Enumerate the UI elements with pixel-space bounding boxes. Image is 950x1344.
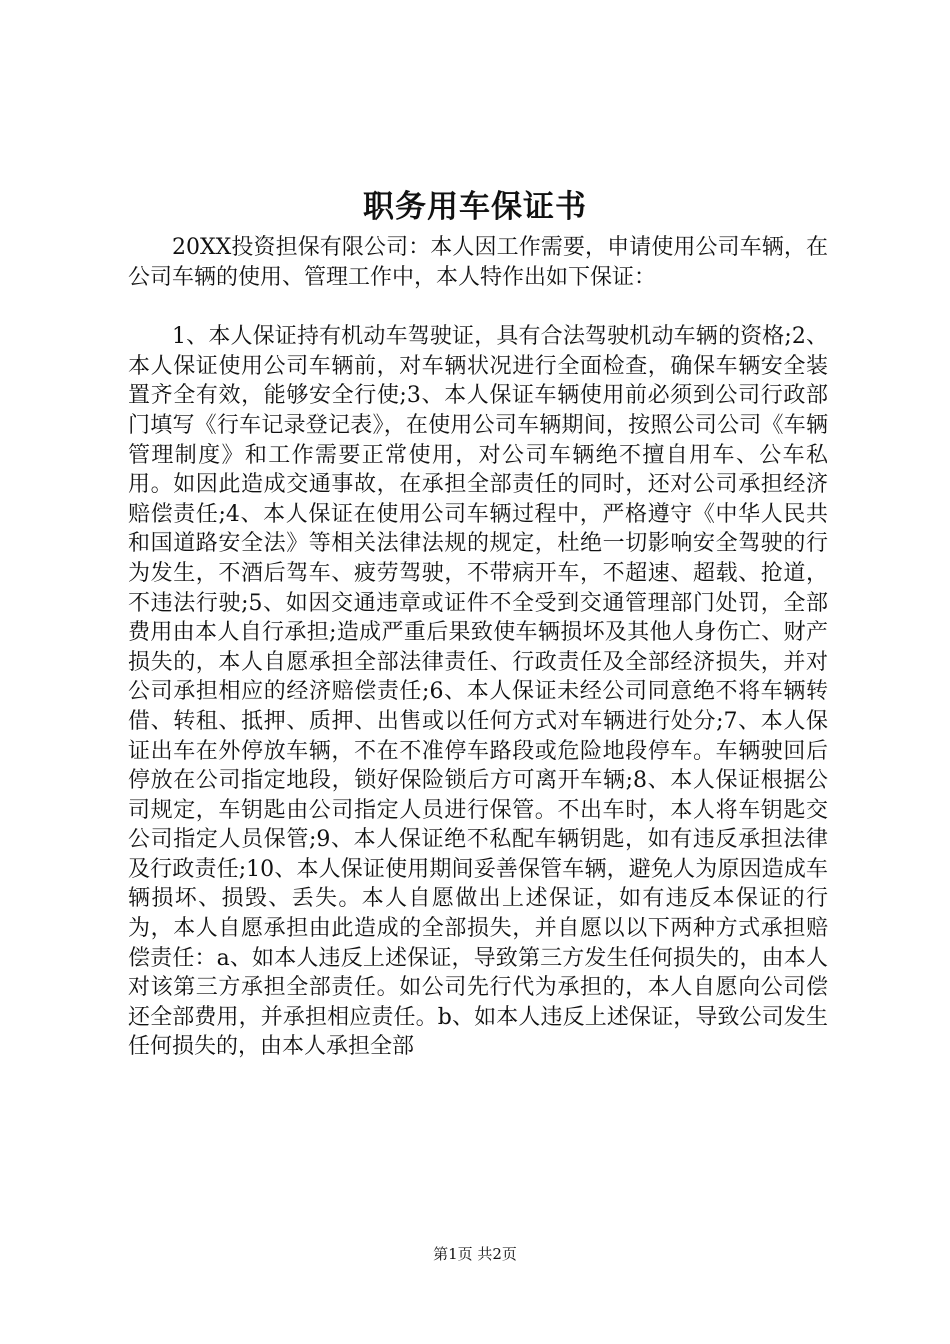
document-body	[128, 233, 828, 1062]
main-paragraph: 1、本人保证持有机动车驾驶证，具有合法驾驶机动车辆的资格;2、本人保证使用公司车辆前，对车辆状况进行全面检查，确保车辆安全装置齐全有效，能够安全行使;3、本人保证车辆使用前必须到公司行政部门填写《行车记录登记表》，在使用公司车辆期间，按照公司公司《车辆管理制度》和工作需要正常使用，对公司车辆绝不擅自用车、公车私用。如因此造成交通事故，在承担全部责任的同时，还对公司承担经济赔偿责任;4、本人保证在使用公司车辆过程中，严格遵守《中华人民共和国道路安全法》等相关法律法规的规定，杜绝一切影响安全驾驶的行为发生，不酒后驾车、疲劳驾驶，不带病开车，不超速、超载、抢道，不违法行驶;5、如因交通违章或证件不全受到交通管理部门处罚，全部费用由本人自行承担;造成严重后果致使车辆损坏及其他人身伤亡、财产损失的，本人自愿承担全部法律责任、行政责任及全部经济损失，并对公司承担相应的经济赔偿责任;6、本人保证未经公司同意绝不将车辆转借、转租、抵押、质押、出售或以任何方式对车辆进行处分;7、本人保证出车在外停放车辆，不在不准停车路段或危险地段停车。车辆驶回后停放在公司指定地段，锁好保险锁后方可离开车辆;8、本人保证根据公司规定，车钥匙由公司指定人员进行保管。不出车时，本人将车钥匙交公司指定人员保管;9、本人保证绝不私配车辆钥匙，如有违反承担法律及行政责任;10、本人保证使用期间妥善保管车辆，避免人为原因造成车辆损坏、损毁、丢失。本人自愿做出上述保证，如有违反本保证的行为，本人自愿承担由此造成的全部损失，并自愿以以下两种方式承担赔偿责任：a、如本人违反上述保证，导致第三方发生任何损失的，由本人对该第三方承担全部责任。如公司先行代为承担的，本人自愿向公司偿还全部费用，并承担相应责任。b、如本人违反上述保证，导致公司发生任何损失的，由本人承担全部	[128, 324, 828, 1060]
intro-paragraph: 20XX投资担保有限公司：本人因工作需要，申请使用公司车辆，在公司车辆的使用、管理工作中，本人特作出如下保证：	[128, 235, 828, 290]
page-footer: 第1页 共2页	[433, 1245, 517, 1263]
document-title: 职务用车保证书	[363, 189, 587, 225]
